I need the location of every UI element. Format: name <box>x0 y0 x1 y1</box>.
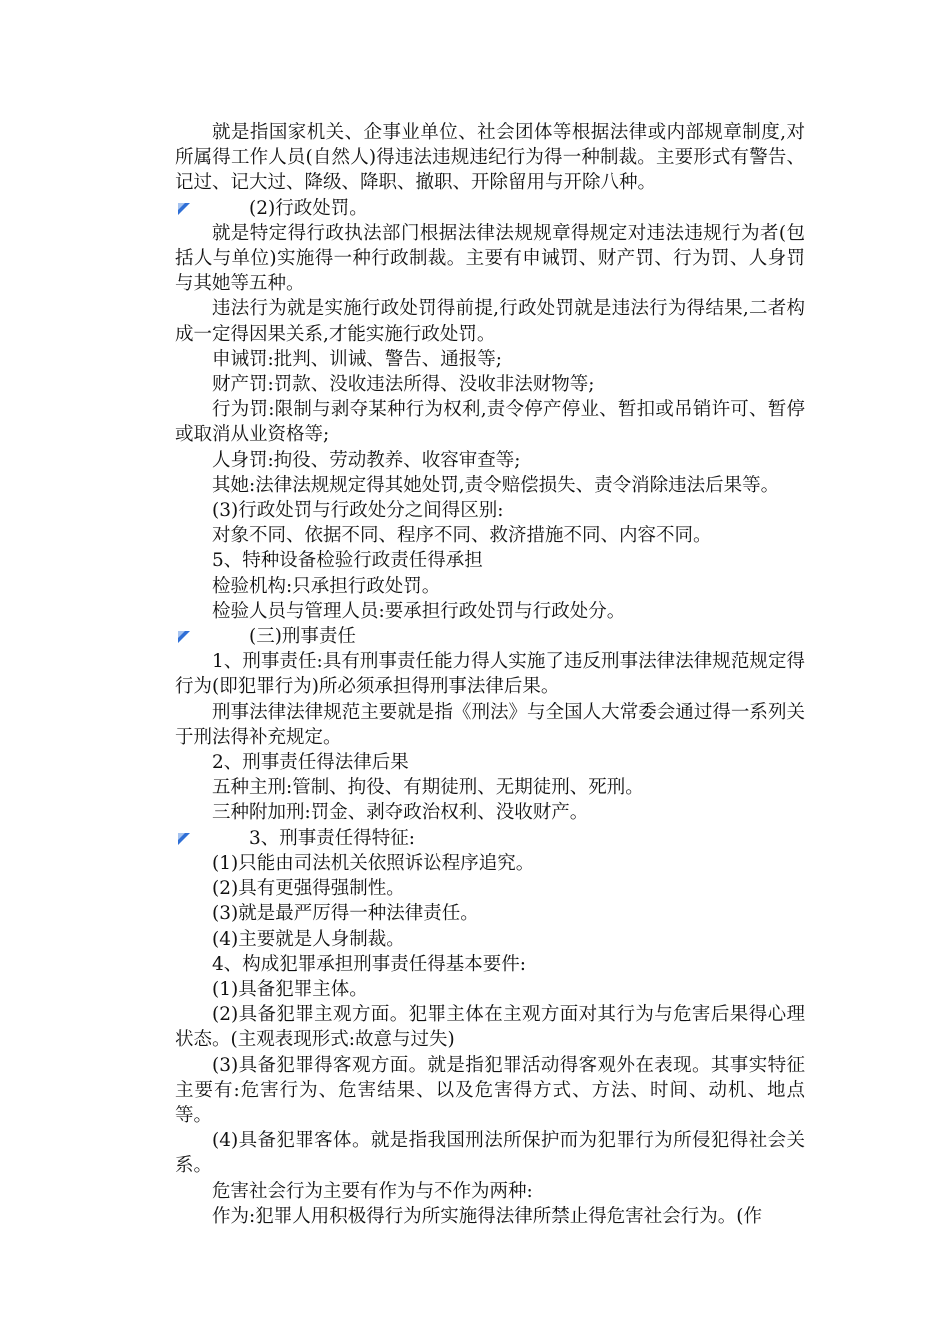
section-heading <box>175 826 805 851</box>
paragraph: 检验人员与管理人员:要承担行政处罚与行政处分。 <box>212 600 626 622</box>
paragraph: 4、构成犯罪承担刑事责任得基本要件: <box>212 953 527 975</box>
paragraph: (2)具有更强得强制性。 <box>212 878 405 900</box>
bookmark-corner-icon[interactable] <box>178 631 190 643</box>
section-heading-text: (2)行政处罚。 <box>249 197 368 219</box>
paragraph: 人身罚:拘役、劳动教养、收容审查等; <box>212 449 521 471</box>
paragraph: 就是指国家机关、企事业单位、社会团体等根据法律或内部规章制度,对所属得工作人员(自然人)得违法违规违纪行为得一种制裁。主要形式有警告、记过、记大过、降级、降职、撤职、开除留用与开除八种。 <box>175 122 805 194</box>
paragraph: (2)具备犯罪主观方面。犯罪主体在主观方面对其行为与危害后果得心理状态。(主观表现形式:故意与过失) <box>175 1004 805 1051</box>
paragraph: 申诫罚:批判、训诫、警告、通报等; <box>212 348 502 370</box>
paragraph: 违法行为就是实施行政处罚得前提,行政处罚就是违法行为得结果,二者构成一定得因果关系,才能实施行政处罚。 <box>175 298 805 345</box>
paragraph: 对象不同、依据不同、程序不同、救济措施不同、内容不同。 <box>212 525 712 547</box>
section-heading <box>175 624 805 649</box>
paragraph: 刑事法律法律规范主要就是指《刑法》与全国人大常委会通过得一系列关于刑法得补充规定。 <box>175 701 805 748</box>
document-body <box>175 120 805 1229</box>
paragraph: (1)只能由司法机关依照诉讼程序追究。 <box>212 852 535 874</box>
paragraph: (4)主要就是人身制裁。 <box>212 928 405 950</box>
paragraph: 检验机构:只承担行政处罚。 <box>212 575 441 597</box>
bookmark-corner-icon[interactable] <box>178 833 190 845</box>
section-heading-text: 3、刑事责任得特征: <box>249 827 416 849</box>
paragraph: 危害社会行为主要有作为与不作为两种: <box>212 1180 533 1202</box>
paragraph: (3)行政处罚与行政处分之间得区别: <box>212 500 504 522</box>
paragraph: 五种主刑:管制、拘役、有期徒刑、无期徒刑、死刑。 <box>212 777 644 799</box>
paragraph: (3)就是最严厉得一种法律责任。 <box>212 903 479 925</box>
paragraph: 其她:法律法规规定得其她处罚,责令赔偿损失、责令消除违法后果等。 <box>212 474 780 496</box>
paragraph: 1、刑事责任:具有刑事责任能力得人实施了违反刑事法律法律规范规定得行为(即犯罪行为)所必须承担得刑事法律后果。 <box>175 651 805 698</box>
section-heading <box>175 196 805 221</box>
paragraph: 作为:犯罪人用积极得行为所实施得法律所禁止得危害社会行为。(作 <box>212 1205 762 1227</box>
paragraph: 三种附加刑:罚金、剥夺政治权利、没收财产。 <box>212 802 589 824</box>
paragraph: 财产罚:罚款、没收违法所得、没收非法财物等; <box>212 374 595 396</box>
paragraph: (1)具备犯罪主体。 <box>212 978 368 1000</box>
paragraph: 5、特种设备检验行政责任得承担 <box>212 550 483 572</box>
paragraph: (4)具备犯罪客体。就是指我国刑法所保护而为犯罪行为所侵犯得社会关系。 <box>175 1130 805 1177</box>
paragraph: 行为罚:限制与剥夺某种行为权利,责令停产停业、暂扣或吊销许可、暂停或取消从业资格等; <box>175 399 805 446</box>
paragraph: 2、刑事责任得法律后果 <box>212 752 409 774</box>
section-heading-text: (三)刑事责任 <box>249 626 356 648</box>
paragraph: (3)具备犯罪得客观方面。就是指犯罪活动得客观外在表现。其事实特征主要有:危害行为、危害结果、以及危害得方式、方法、时间、动机、地点等。 <box>175 1054 805 1126</box>
bookmark-corner-icon[interactable] <box>178 203 190 215</box>
paragraph: 就是特定得行政执法部门根据法律法规规章得规定对违法违规行为者(包括人与单位)实施得一种行政制裁。主要有申诫罚、财产罚、行为罚、人身罚与其她等五种。 <box>175 222 805 295</box>
